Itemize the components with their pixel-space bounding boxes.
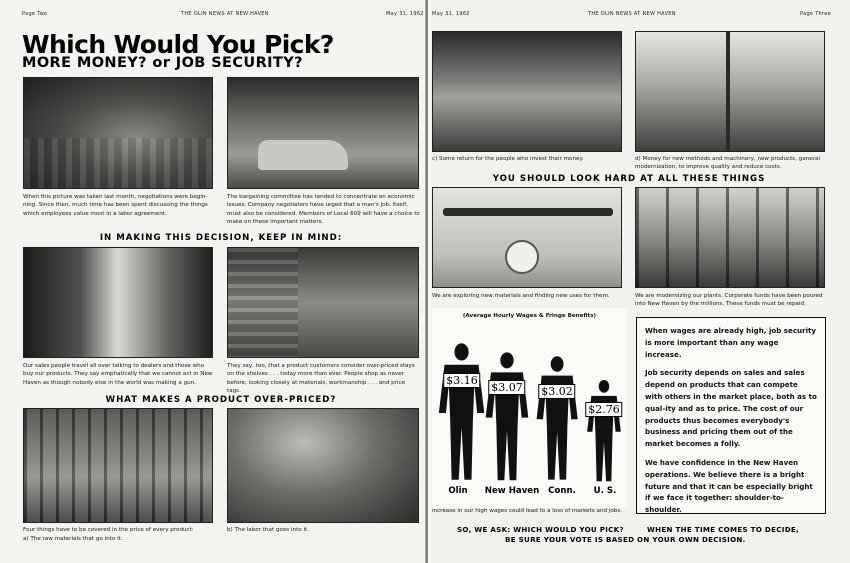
- caption-new-materials: We are exploring new materials and finding new uses for them.: [432, 293, 610, 299]
- caption-modernization: d) Money for new methods and machinery, new products, general modernization, to improve quality and reduce costs.: [635, 156, 821, 171]
- crane-construction-photo: [635, 31, 825, 152]
- raw-materials-photo: [23, 408, 213, 523]
- chart-figure-4: [585, 379, 623, 484]
- investors-photo: [432, 31, 622, 152]
- caption-modernizing-plants: We are modernizing our plants. Corporate funds have been poured into New Haven by the millions. These funds must be repaid.: [635, 293, 823, 308]
- chart-figure-1: [436, 342, 487, 484]
- caption-investors: c) Some return for the people who invest their money.: [432, 156, 584, 162]
- page-subhead: MORE MONEY? or JOB SECURITY?: [22, 55, 303, 71]
- right-date: May 31, 1962: [432, 11, 470, 17]
- steel-frame-photo: [635, 187, 825, 288]
- chart-category-label: U. S.: [593, 486, 617, 496]
- caption-bargaining: The bargaining committee has tended to concentrate on economic issues. Company negotiators have urged that a man's job, itself, must also be considered. Members of Local 609 will have a choice to make on these important matters.: [227, 194, 420, 226]
- right-masthead: THE OLIN NEWS AT NEW HAVEN: [588, 11, 676, 17]
- negotiation-photo: [23, 77, 213, 189]
- chart-title: (Average Hourly Wages & Fringe Benefits): [462, 313, 597, 319]
- rifle-clock-photo: [432, 187, 622, 288]
- chart-figure-2: [483, 351, 531, 484]
- caption-labor: b) The labor that goes into it.: [227, 527, 309, 533]
- caption-over-priced: They say, too, that a product customers consider over-priced stays on the shelves . . . today more than ever. People shop as never before, looking closely at materials, workmanship . . . and price tags.: [227, 363, 415, 395]
- chart-figure-3: [534, 355, 580, 484]
- box-paragraph-2: Job security depends on sales and sales depend on products that can compete with others in the market place, both as to qual-ity and as to price. The cost of our products thus becomes everybody's business and pricing them out of the market becomes a folly.: [645, 368, 817, 449]
- crowd-car-photo: [227, 77, 419, 189]
- store-shelf-photo: [227, 247, 419, 358]
- footer-question: SO, WE ASK: WHICH WOULD YOU PICK?: [457, 525, 624, 534]
- right-folio: Page Three: [800, 11, 832, 17]
- section-over-priced: WHAT MAKES A PRODUCT OVER-PRICED?: [105, 395, 337, 405]
- caption-negotiations: When this picture was taken last month, negotiations were begin-ning. Since then, much time has been spent discussing the things which employees value most in a labor agreement.: [23, 194, 208, 217]
- wage-chart: [432, 308, 627, 508]
- chart-value-label: $2.76: [585, 402, 623, 417]
- footer-vote: BE SURE YOUR VOTE IS BASED ON YOUR OWN DECISION.: [505, 535, 746, 544]
- caption-four-things: Four things have to be covered in the price of every product:: [23, 527, 194, 533]
- sales-meeting-photo: [23, 247, 213, 358]
- left-folio: Page Two: [22, 11, 48, 17]
- job-security-box: [636, 317, 826, 514]
- section-look-hard: YOU SHOULD LOOK HARD AT ALL THESE THINGS: [492, 174, 766, 184]
- caption-sales-people: Our sales people travel all over talking to dealers and those who buy our products. They say emphatically that we cannot act in New Haven as though nobody else in the world was making a gun.: [23, 363, 213, 386]
- caption-wage-picture: increase in our high wages could lead to a loss of markets and jobs.: [432, 508, 623, 515]
- section-keep-in-mind: IN MAKING THIS DECISION, KEEP IN MIND:: [99, 233, 343, 243]
- caption-raw-materials: a) The raw materials that go into it.: [23, 536, 123, 542]
- footer-time-to-decide: WHEN THE TIME COMES TO DECIDE,: [647, 525, 800, 534]
- page-headline: Which Would You Pick?: [22, 30, 334, 59]
- box-paragraph-3: We have confidence in the New Haven operations. We believe there is a bright future and that it can be especially bright if we face it together: shoulder-to-shoulder.: [645, 457, 813, 515]
- factory-floor-photo: [227, 408, 419, 523]
- left-masthead: THE OLIN NEWS AT NEW HAVEN: [181, 11, 269, 17]
- chart-value-label: $3.02: [538, 384, 576, 399]
- chart-value-label: $3.16: [443, 373, 481, 388]
- chart-value-label: $3.07: [488, 380, 526, 395]
- chart-category-label: Olin: [448, 486, 468, 496]
- chart-category-label: Conn.: [548, 486, 576, 496]
- chart-category-label: New Haven: [484, 486, 540, 496]
- box-paragraph-1: When wages are already high, job security is more important than any wage increase.: [645, 326, 817, 359]
- left-date: May 31, 1962: [386, 11, 424, 17]
